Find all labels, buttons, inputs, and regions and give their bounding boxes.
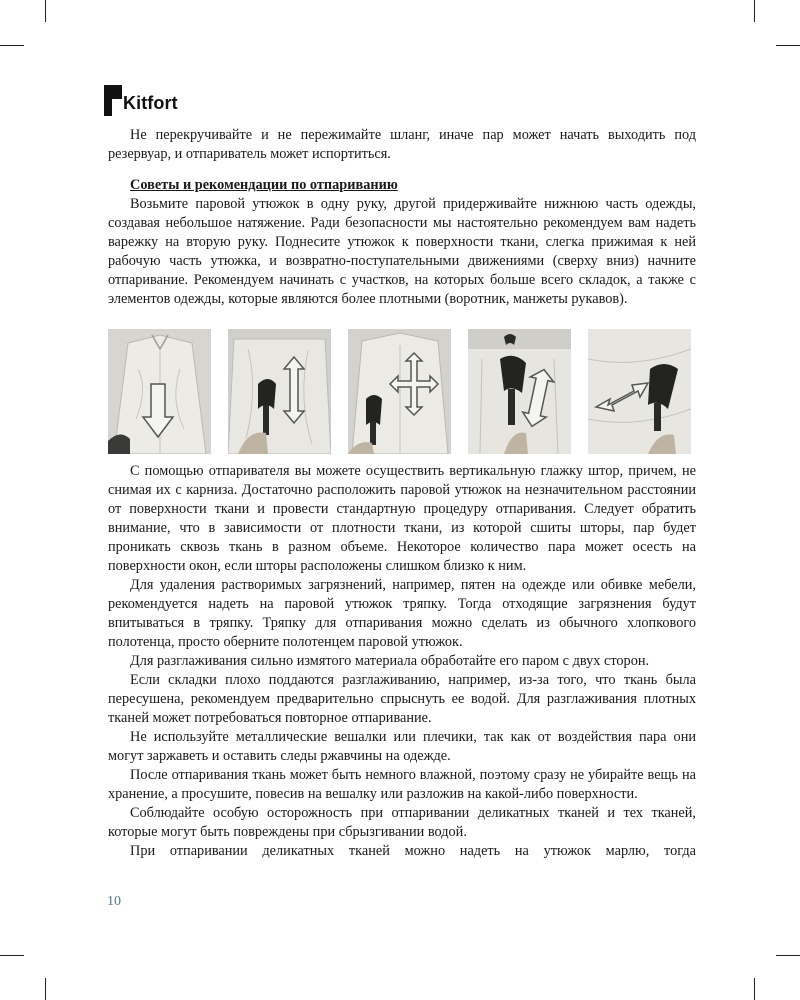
body-paragraph-8: При отпаривании деликатных тканей можно надеть на утюжок марлю, тогда bbox=[130, 843, 696, 859]
crop-mark-bottom-right-h bbox=[776, 955, 800, 956]
crop-mark-top-right-h bbox=[776, 45, 800, 46]
section-title: Советы и рекомендации по отпариванию bbox=[130, 177, 398, 193]
photo-1 bbox=[108, 329, 211, 454]
photo-3 bbox=[348, 329, 451, 454]
body-paragraph-4: Если складки плохо поддаются разглаживанию, например, из-за того, что ткань была пересушена, рекомендуем предварительно спрыснуть ее водой. Для разглаживания плотных тканей может потребоваться повторное отпаривание. bbox=[108, 672, 696, 726]
body-paragraph-5: Не используйте металлические вешалки или плечики, так как от воздействия пара они могут заржаветь и оставить следы ржавчины на одежде. bbox=[108, 729, 696, 764]
brand-logo-mark-icon bbox=[104, 85, 122, 116]
crop-mark-top-left-h bbox=[0, 45, 24, 46]
photo-4 bbox=[468, 329, 571, 454]
crop-mark-bottom-left-h bbox=[0, 955, 24, 956]
body-paragraph-3: Для разглаживания сильно измятого материала обработайте его паром с двух сторон. bbox=[130, 653, 650, 669]
photo-5 bbox=[588, 329, 691, 454]
body-block bbox=[108, 462, 696, 861]
brand-logo bbox=[104, 85, 244, 119]
body-paragraph-2: Для удаления растворимых загрязнений, например, пятен на одежде или обивке мебели, рекомендуется надеть на паровой утюжок тряпку. Тогда отходящие загрязнения будут впитываться в тряпку. Тряпку для отпаривания можно сделать из обычного хлопкового полотенца, просто оберните полотенцем паровой утюжок. bbox=[108, 577, 696, 650]
body-paragraph-6: После отпаривания ткань может быть немного влажной, поэтому сразу не убирайте вещь на хранение, а просушите, повесив на вешалку или разложив на какой-либо поверхности. bbox=[108, 767, 696, 802]
section-paragraph: Возьмите паровой утюжок в одну руку, другой придерживайте нижнюю часть одежды, создавая небольшое натяжение. Ради безопасности мы настоятельно рекомендуем вам надеть варежку на вторую руку. Поднесите утюжок к поверхности ткани, слегка прижимая к ней рабочую часть утюжка, и возвратно-поступательными движениями (сверху вниз) начните отпаривание. Рекомендуем начинать с участков, на которых больше всего складок, а также с элементов одежды, которые являются более плотными (воротник, манжеты рукавов). bbox=[108, 196, 696, 307]
crop-mark-top-right-v bbox=[754, 0, 755, 22]
brand-name: Kitfort bbox=[123, 93, 178, 113]
crop-mark-bottom-right-v bbox=[754, 978, 755, 1000]
body-paragraph-7: Соблюдайте особую осторожность при отпаривании деликатных тканей и тех тканей, которые могут быть повреждены при сбрызгивании водой. bbox=[108, 805, 696, 840]
tips-section bbox=[108, 176, 696, 309]
intro-paragraph: Не перекручивайте и не пережимайте шланг, иначе пар может начать выходить под резервуар, и отпариватель может испортиться. bbox=[108, 127, 696, 162]
crop-mark-top-left-v bbox=[45, 0, 46, 22]
photo-2 bbox=[228, 329, 331, 454]
body-paragraph-1: С помощью отпаривателя вы можете осуществить вертикальную глажку штор, причем, не снимая их с карниза. Достаточно расположить паровой утюжок на незначительном расстоянии от поверхности ткани и провести стандартную процедуру отпаривания. Следует обратить внимание, что в зависимости от плотности ткани, из которой сшиты шторы, пар будет проникать сквозь ткань в разном объеме. Некоторое количество пара может осесть на поверхности окон, если шторы расположены слишком близко к ним. bbox=[108, 463, 696, 574]
crop-mark-bottom-left-v bbox=[45, 978, 46, 1000]
intro-block bbox=[108, 126, 696, 164]
page-number: 10 bbox=[107, 894, 121, 909]
